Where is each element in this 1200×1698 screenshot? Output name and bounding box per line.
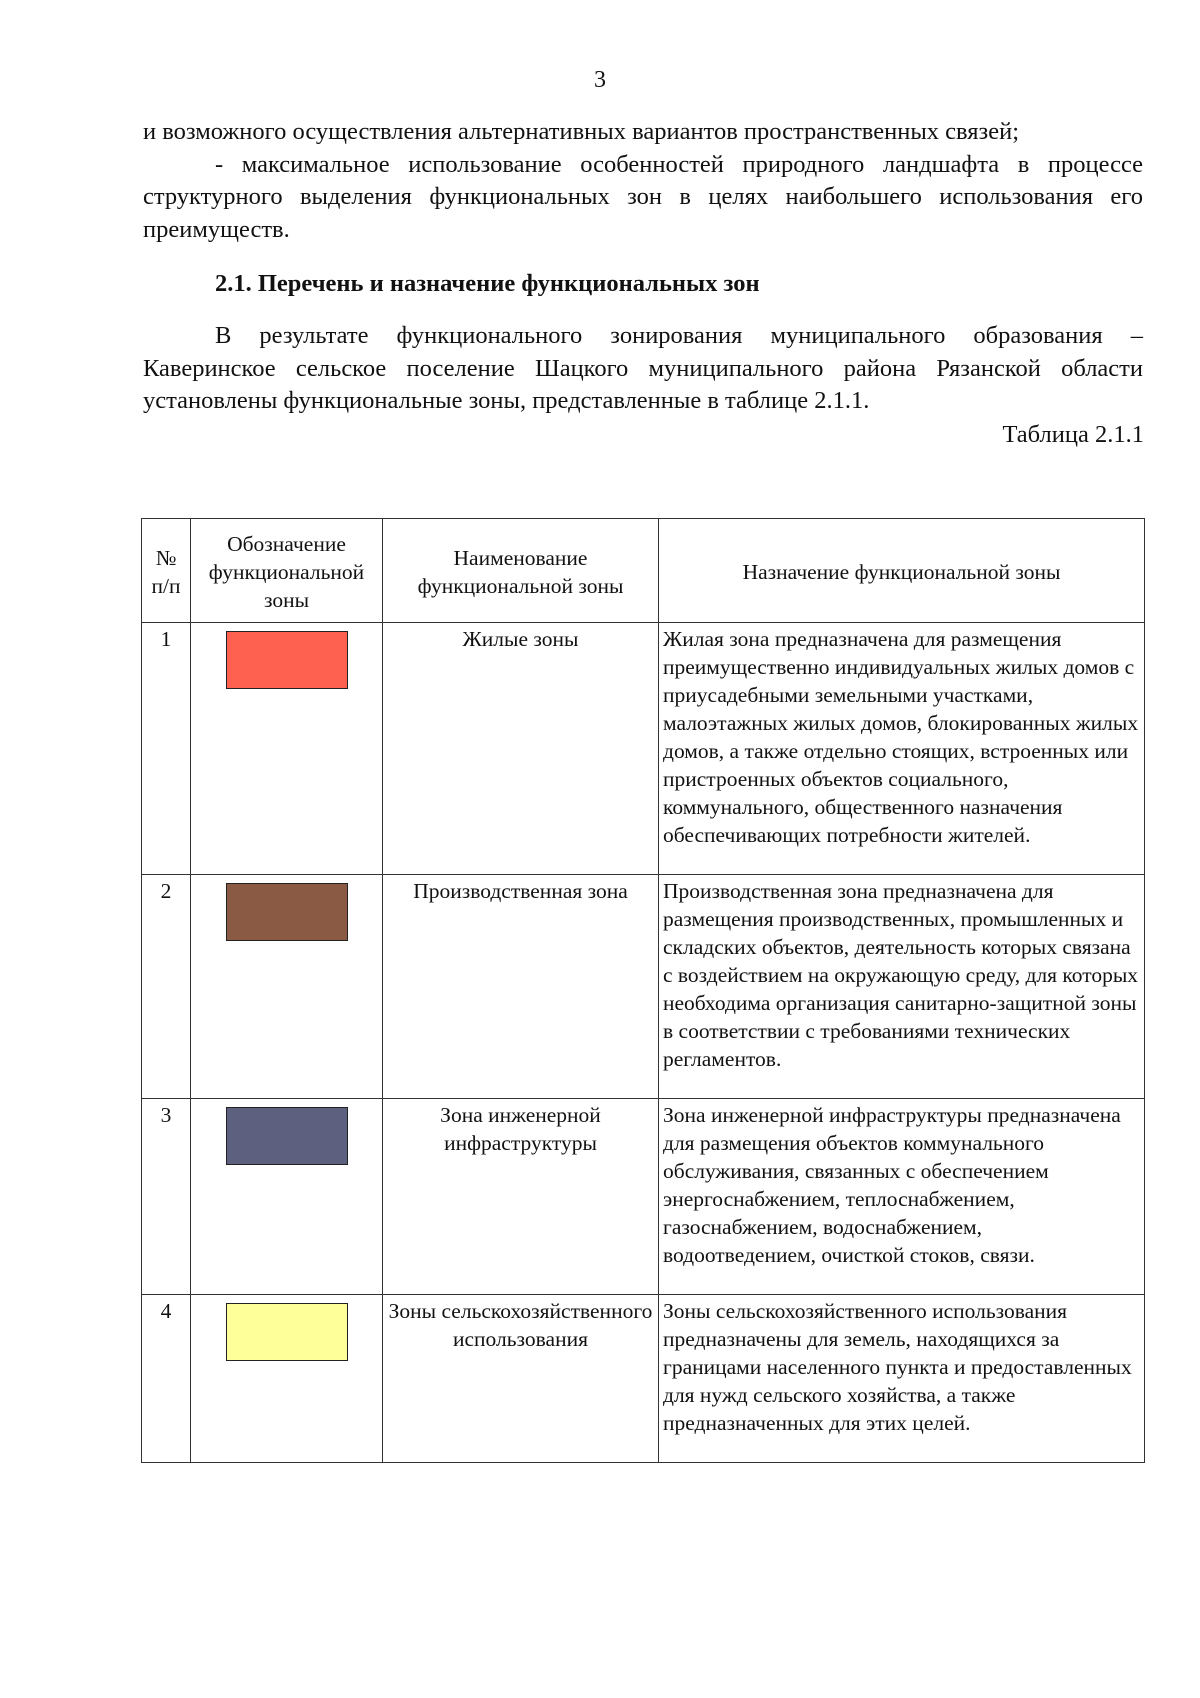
header-purpose: Назначение функциональной зоны: [659, 519, 1145, 623]
table-row: [142, 1295, 1145, 1463]
table-row: [142, 1099, 1145, 1295]
paragraph-2: - максимальное использование особенностей природного ландшафта в процессе структурного выделения функциональных зон в целях наибольшего использования его преимуществ.: [143, 150, 1143, 243]
row-num: 1: [142, 623, 191, 875]
row-swatch-cell: [191, 1099, 383, 1295]
row-zone-purpose: Зоны сельскохозяйственного использования предназначены для земель, находящихся за границами населенного пункта и предоставленных для нужд сельского хозяйства, а также предназначенных для этих целей.: [659, 1295, 1145, 1463]
document-body: [143, 116, 1143, 450]
row-zone-name: Производственная зона: [383, 875, 659, 1099]
zone-color-swatch: [226, 631, 348, 689]
header-designation: Обозначение функциональной зоны: [191, 519, 383, 623]
row-swatch-cell: [191, 875, 383, 1099]
row-zone-name: Зоны сельскохозяйственного использования: [383, 1295, 659, 1463]
row-swatch-cell: [191, 1295, 383, 1463]
row-num: 3: [142, 1099, 191, 1295]
zones-table: [141, 518, 1145, 1463]
row-num: 4: [142, 1295, 191, 1463]
table-caption: Таблица 2.1.1: [1002, 420, 1144, 448]
row-zone-name: Жилые зоны: [383, 623, 659, 875]
zone-color-swatch: [226, 883, 348, 941]
zone-color-swatch: [226, 1303, 348, 1361]
paragraph-1: и возможного осуществления альтернативных вариантов пространственных связей;: [143, 118, 1020, 145]
header-num: № п/п: [142, 519, 191, 623]
row-zone-purpose: Зона инженерной инфраструктуры предназначена для размещения объектов коммунального обслуживания, связанных с обеспечением энергоснабжением, теплоснабжением, газоснабжением, водоснабжением, водоотведением, очисткой стоков, связи.: [659, 1099, 1145, 1295]
table-row: [142, 623, 1145, 875]
table-header-row: [142, 519, 1145, 623]
row-num: 2: [142, 875, 191, 1099]
row-zone-purpose: Жилая зона предназначена для размещения преимущественно индивидуальных жилых домов с приусадебными земельными участками, малоэтажных жилых домов, блокированных жилых домов, а также отдельно стоящих, встроенных или пристроенных объектов социального, коммунального, общественного назначения обеспечивающих потребности жителей.: [659, 623, 1145, 875]
zone-color-swatch: [226, 1107, 348, 1165]
table-row: [142, 875, 1145, 1099]
paragraph-3: В результате функционального зонирования муниципального образования – Каверинское сельское поселение Шацкого муниципального района Рязанской области установлены функциональные зоны, представленные в таблице 2.1.1.: [143, 322, 1143, 414]
row-zone-purpose: Производственная зона предназначена для размещения производственных, промышленных и складских объектов, деятельность которых связана с воздействием на окружающую среду, для которых необходима организация санитарно-защитной зоны в соответствии с требованиями технических регламентов.: [659, 875, 1145, 1099]
header-name: Наименование функциональной зоны: [383, 519, 659, 623]
section-heading: 2.1. Перечень и назначение функциональных зон: [215, 270, 760, 297]
row-zone-name: Зона инженерной инфраструктуры: [383, 1099, 659, 1295]
row-swatch-cell: [191, 623, 383, 875]
page-number: 3: [594, 67, 606, 93]
